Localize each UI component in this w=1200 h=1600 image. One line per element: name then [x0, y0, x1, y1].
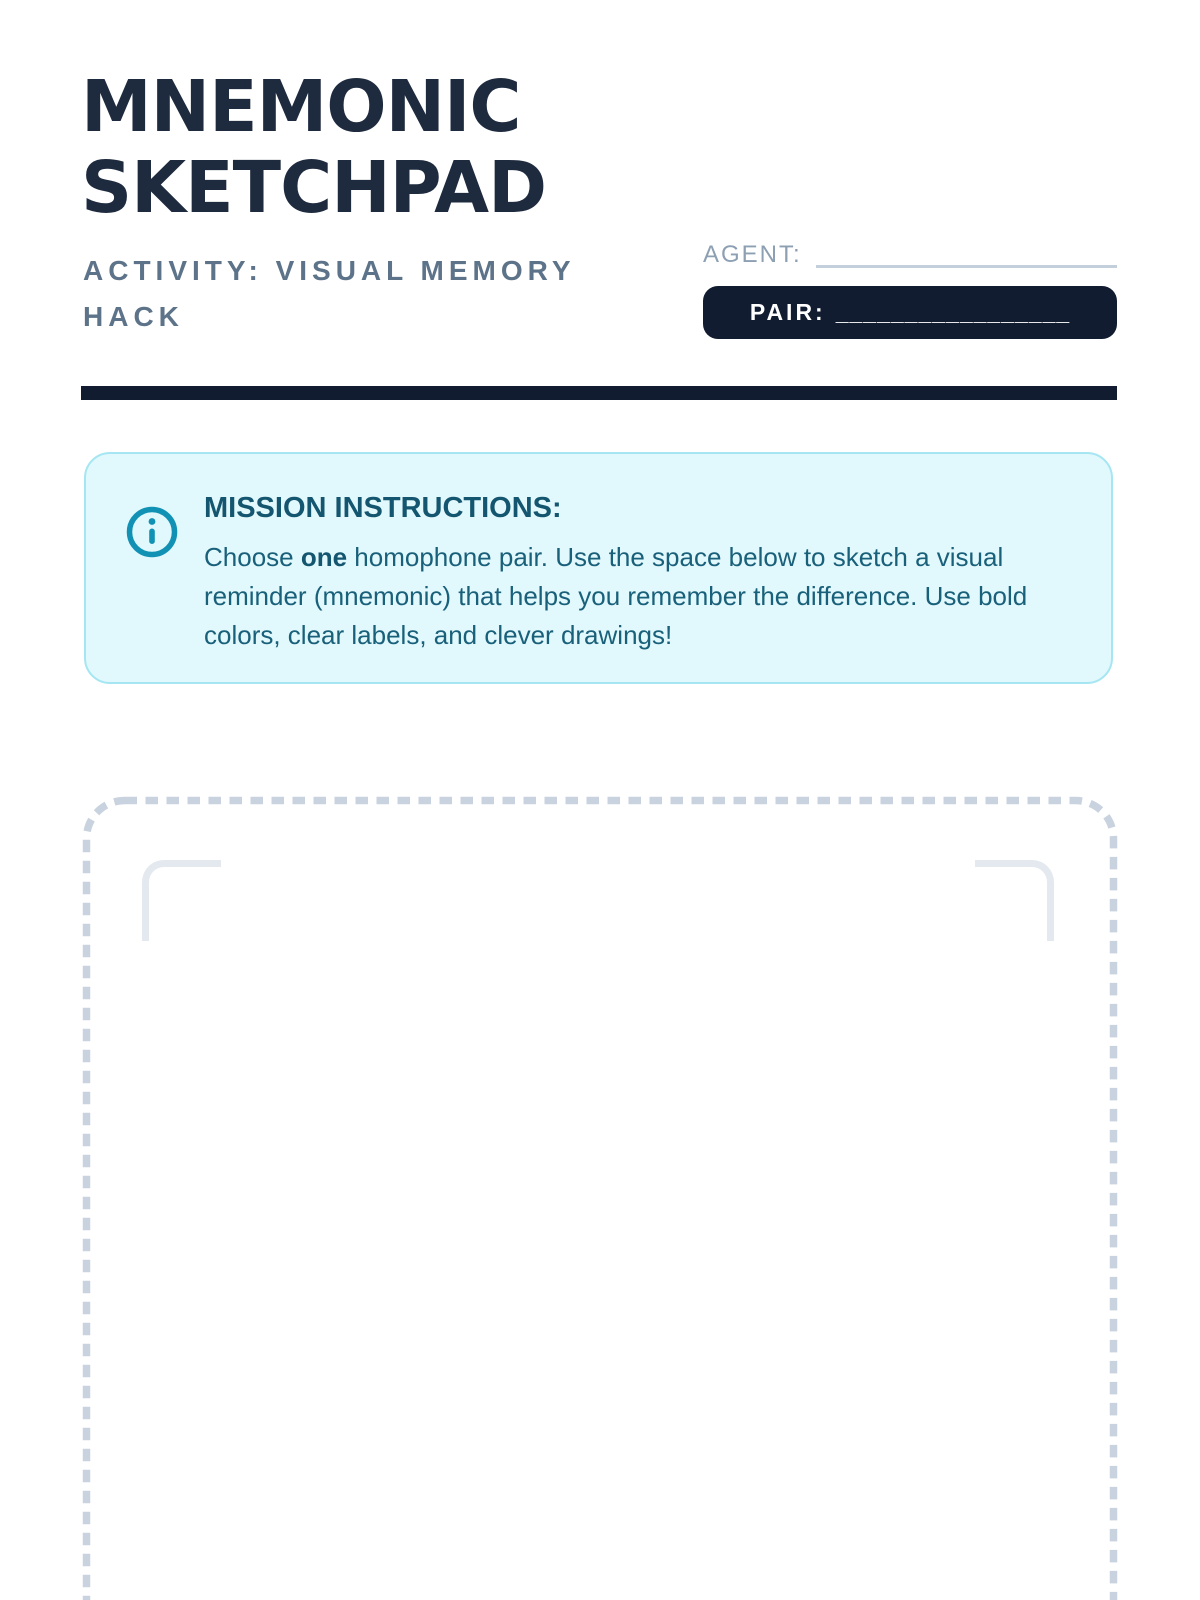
pair-field[interactable]: [703, 286, 1117, 339]
agent-input-line[interactable]: [816, 265, 1117, 268]
instructions-text-prefix: Choose: [204, 542, 301, 572]
corner-bracket-top-right-icon: [975, 860, 1054, 941]
agent-label: AGENT:: [703, 241, 802, 268]
corner-bracket-top-left-icon: [142, 860, 221, 941]
mission-instructions-panel: [84, 452, 1113, 684]
agent-field: [703, 236, 1117, 270]
pair-label: PAIR:: [749, 299, 826, 325]
activity-subtitle: ACTIVITY: VISUAL MEMORY HACK: [83, 255, 575, 332]
instructions-text-suffix: homophone pair. Use the space below to sketch a visual reminder (mnemonic) that helps you remember the difference. Use bold colors, clear labels, and clever drawings!: [204, 542, 1028, 650]
sketch-area[interactable]: [80, 794, 1120, 1600]
instructions-text-emphasis: one: [300, 542, 348, 572]
page-title: MNEMONIC SKETCHPAD: [81, 65, 547, 229]
pair-input-blank[interactable]: _________________: [835, 299, 1071, 325]
header-divider: [81, 386, 1117, 400]
sketch-area-dashed-border: [80, 794, 1120, 1600]
mission-instructions-body: [204, 538, 1059, 655]
mission-instructions-heading: MISSION INSTRUCTIONS:: [204, 492, 562, 524]
info-icon: [126, 506, 178, 558]
